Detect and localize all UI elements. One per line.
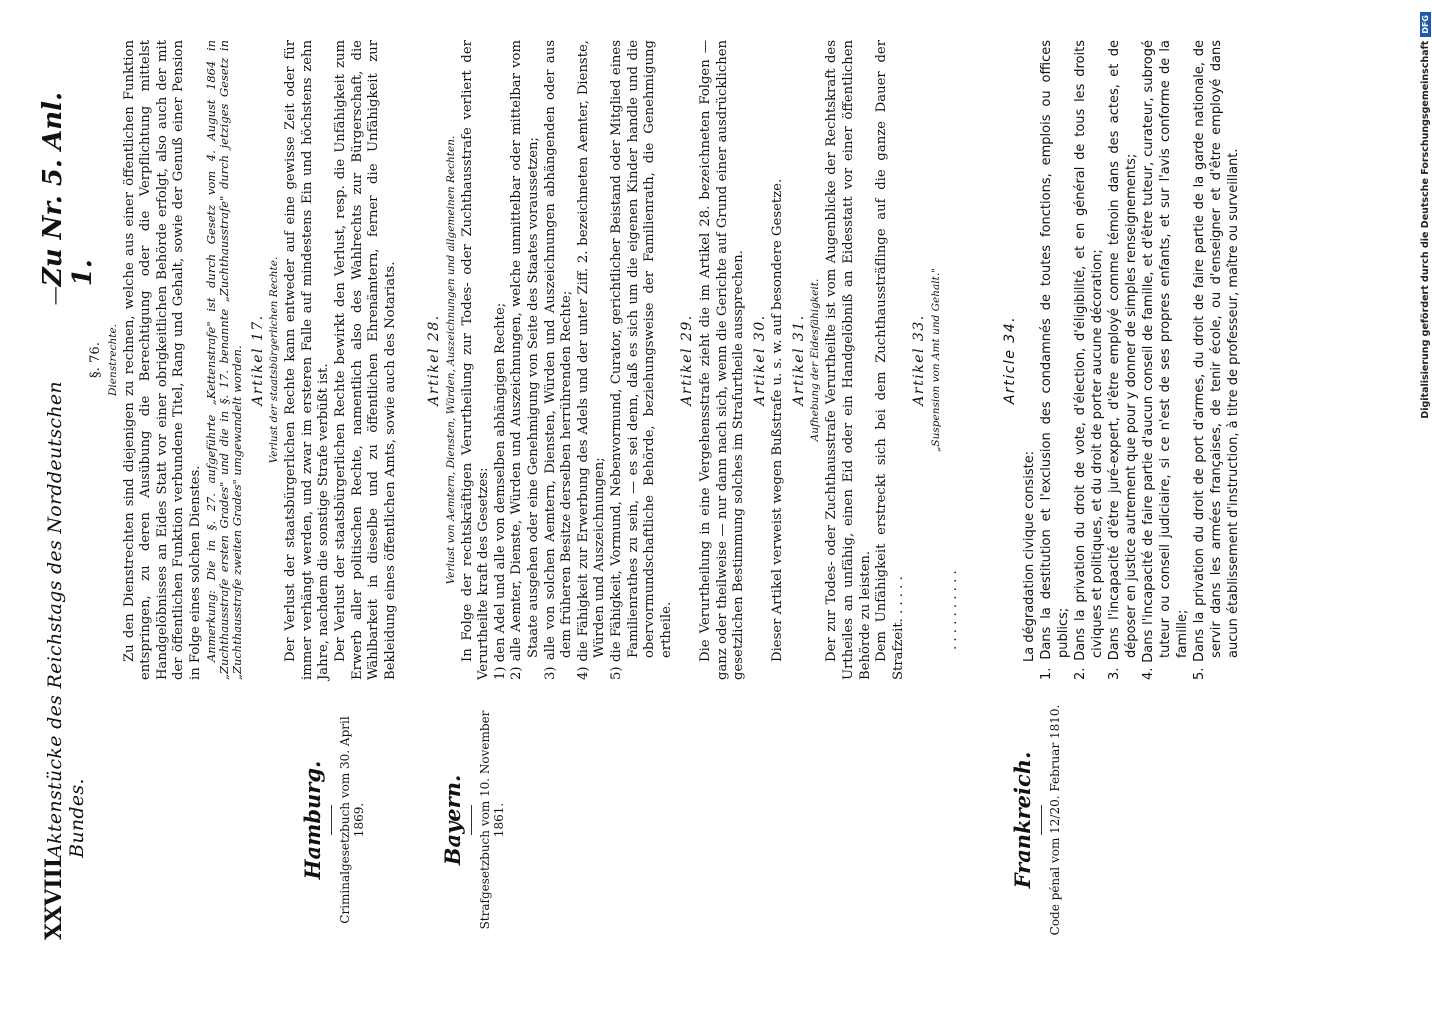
page-title: Aktenstücke des Reichstags des Norddeutschen Bundes.: [44, 381, 88, 858]
frankreich-section: [1000, 40, 1242, 680]
article-heading: Artikel 31.: [790, 314, 807, 406]
state-name: Bayern.: [440, 774, 465, 866]
bayern-section: [424, 40, 962, 680]
list-item: 4) die Fähigkeit zur Erwerbung des Adels und der unter Ziff. 2. bezeichneten Aemter, Dienste, Würden und Auszeichnungen;: [575, 40, 608, 680]
hamburg-label: [300, 700, 366, 940]
paragraph: Der zur Todes- oder Zuchthausstrafe Verurtheilte ist vom Augenblicke der Rechtskraft des Urtheiles an unfähig, einen Eid oder ein Handgelöbniß an Eidesstatt vor einer öffentlichen Behörde zu leisten.: [824, 40, 873, 680]
credit-text: Digitalisierung gefördert durch die Deutsche Forschungsgemeinschaft: [1420, 40, 1431, 419]
list-item: 2) alle Aemter, Dienste, Würden und Auszeichnungen, welche unmittelbar oder mittelbar vom Staate ausgehen oder eine Genehmigung von Seite des Staates voraussetzen;: [509, 40, 541, 680]
section-subtitle: Dienstrechte.: [106, 324, 119, 397]
paragraph: In Folge der rechtskräftigen Verurtheilung zur Todes- oder Zuchthausstrafe verliert der Verurtheilte kraft des Gesetzes:: [459, 40, 492, 680]
paragraph: Zu den Dienstrechten sind diejenigen zu rechnen, welche aus einer öffentlichen Funktion entspringen, zu deren Ausübung die Berechtigung oder die Verpflichtung mittelst Handgelöbnisses an Eides Statt vor einer obrigkeitlichen Behörde erfolgt, also auch der mit der öffentlichen Funktion verbundene Titel, Rang und Gehalt, sowie der Genuß einer Pension in Folge eines solchen Dienstes.: [121, 40, 203, 680]
article-heading: Artikel 30.: [751, 314, 768, 406]
divider: [331, 805, 332, 835]
article-subtitle: Verlust von Aemtern, Diensten, Würden, Auszeichnungen und allgemeinen Rechten.: [444, 135, 457, 585]
article-heading: Artikel 17.: [249, 314, 266, 406]
paragraph: Dieser Artikel verweist wegen Bußstrafe u. s. w. auf besondere Gesetze.: [770, 178, 786, 662]
hamburg-section: [86, 40, 399, 680]
state-name: Hamburg.: [300, 760, 325, 880]
law-title: Criminalgesetzbuch vom 30. April 1869.: [338, 716, 366, 924]
section-heading: §. 76.: [88, 342, 103, 378]
frankreich-label: [1010, 700, 1062, 940]
article-heading: Artikel 28.: [426, 314, 442, 406]
page-reference: Zu Nr. 5. Anl. 1.: [38, 91, 98, 287]
paragraph: Der Verlust der staatsbürgerlichen Rechte kann entweder auf eine gewisse Zeit oder für immer verhängt werden, und zwar im ersteren Falle auf mindestens Ein und höchstens zehn Jahre, nachdem die sonstige Strafe verbüßt ist.: [283, 40, 332, 680]
article-subtitle: Verlust der staatsbürgerlichen Rechte.: [268, 256, 281, 464]
list-item: 5) die Fähigkeit, Vormund, Nebenvormund, Curator, gerichtlicher Beistand oder Mitglied eines Familienrathes zu sein, — es sei denn, daß es sich um die eigenen Kinder handle und die obervormundschaftliche Behörde, beziehungsweise der Familienrath, die Genehmigung ertheile.: [608, 40, 674, 680]
list-item: 1. Dans la destitution et l'exclusion des condamnés de toutes fonctions, emplois ou offices publics;: [1039, 40, 1071, 680]
divider: [1041, 805, 1042, 835]
dfg-logo: DFG: [1420, 12, 1431, 37]
funding-credit: [1420, 12, 1432, 1012]
note: Anmerkung: Die in §. 27. aufgeführte „Kettenstrafe" ist durch Gesetz vom 4. August 1864 in „Zuchthausstrafe ersten Grades" und die in §. 17. benannte „Zuchthausstrafe" durch jetziges Gesetz in „Zuchthausstrafe zweiten Grades" umgewandelt worden.: [203, 40, 244, 680]
article-subtitle: „Suspension von Amt und Gehalt.": [930, 267, 943, 453]
article-heading: Artikel 29.: [679, 314, 696, 406]
list-item: 5. Dans la privation du droit de port d'armes, du droit de faire partie de la garde nationale, de servir dans les armées françaises, de tenir école, ou d'enseigner et d'être employé dans aucun établissement d'instruction, à titre de professeur, maître ou surveillant.: [1192, 40, 1241, 680]
list-item: 2. Dans la privation du droit de vote, d'élection, d'éligibilité, et en général de tous les droits civiques et politiques, et du droit de porter aucune décoration;: [1073, 40, 1105, 680]
article-list: [493, 40, 676, 680]
article-heading: Artikel 33.: [911, 314, 928, 406]
paragraph: Dem Unfähigkeit erstreckt sich bei dem Zuchthaussträflinge auf die ganze Dauer der Strafzeit. . . . . .: [874, 40, 906, 680]
state-name: Frankreich.: [1010, 751, 1035, 889]
bayern-label: [440, 700, 506, 940]
list-item: 3) alle von solchen Aemtern, Diensten, Würden und Auszeichnungen abhängenden oder aus dem früheren Besitze derselben herrührenden Rechte;: [542, 40, 575, 680]
article-heading: Article 34.: [1002, 315, 1018, 405]
divider: [471, 805, 472, 835]
header-dash: —: [44, 286, 66, 306]
paragraph: Die Verurtheilung in eine Vergehensstrafe zieht die im Artikel 28. bezeichneten Folgen — ganz oder theilweise — nur dann nach sich, wenn die Gerichte auf Grund einer ausdrücklichen gesetzlichen Bestimmung solches im Strafurtheile aussprechen.: [697, 40, 747, 680]
law-title: Strafgesetzbuch vom 10. November 1861.: [478, 710, 506, 930]
list-item: 4. Dans l'incapacité de faire partie d'aucun conseil de famille, et d'être tuteur, curateur, subrogé tuteur ou conseil judiciaire, si ce n'est de ses propres enfants, et sur l'avis conforme de la famille;: [1141, 40, 1190, 680]
list-item: 1) den Adel und alle von demselben abhängigen Rechte;: [492, 302, 508, 680]
page-number: XXVIII: [41, 857, 67, 940]
paragraph: Der Verlust der staatsbürgerlichen Rechte bewirkt den Verlust, resp. die Unfähigkeit zum Erwerb aller politischen Rechte, namentlich also des Wahlrechts zur Bürgerschaft, die Wählbarkeit in dieselbe und zu öffentlichen Ehrenämtern, ferner die Unfähigkeit zur Bekleidung eines öffentlichen Amts, sowie auch des Notariats.: [332, 40, 398, 680]
law-title: Code pénal vom 12/20. Februar 1810.: [1048, 704, 1062, 936]
article-subtitle: Aufhebung der Eidesfähigkeit.: [809, 278, 822, 442]
ellipsis: . . . . . . . . . .: [945, 570, 961, 650]
paragraph: La dégradation civique consiste:: [1022, 450, 1037, 662]
list-item: 3. Dans l'incapacité d'être juré-expert, d'être employé comme témoin dans des actes, et de déposer en justice autrement que pour y donner de simples renseignements;: [1107, 40, 1139, 680]
article-list: [1038, 40, 1242, 680]
